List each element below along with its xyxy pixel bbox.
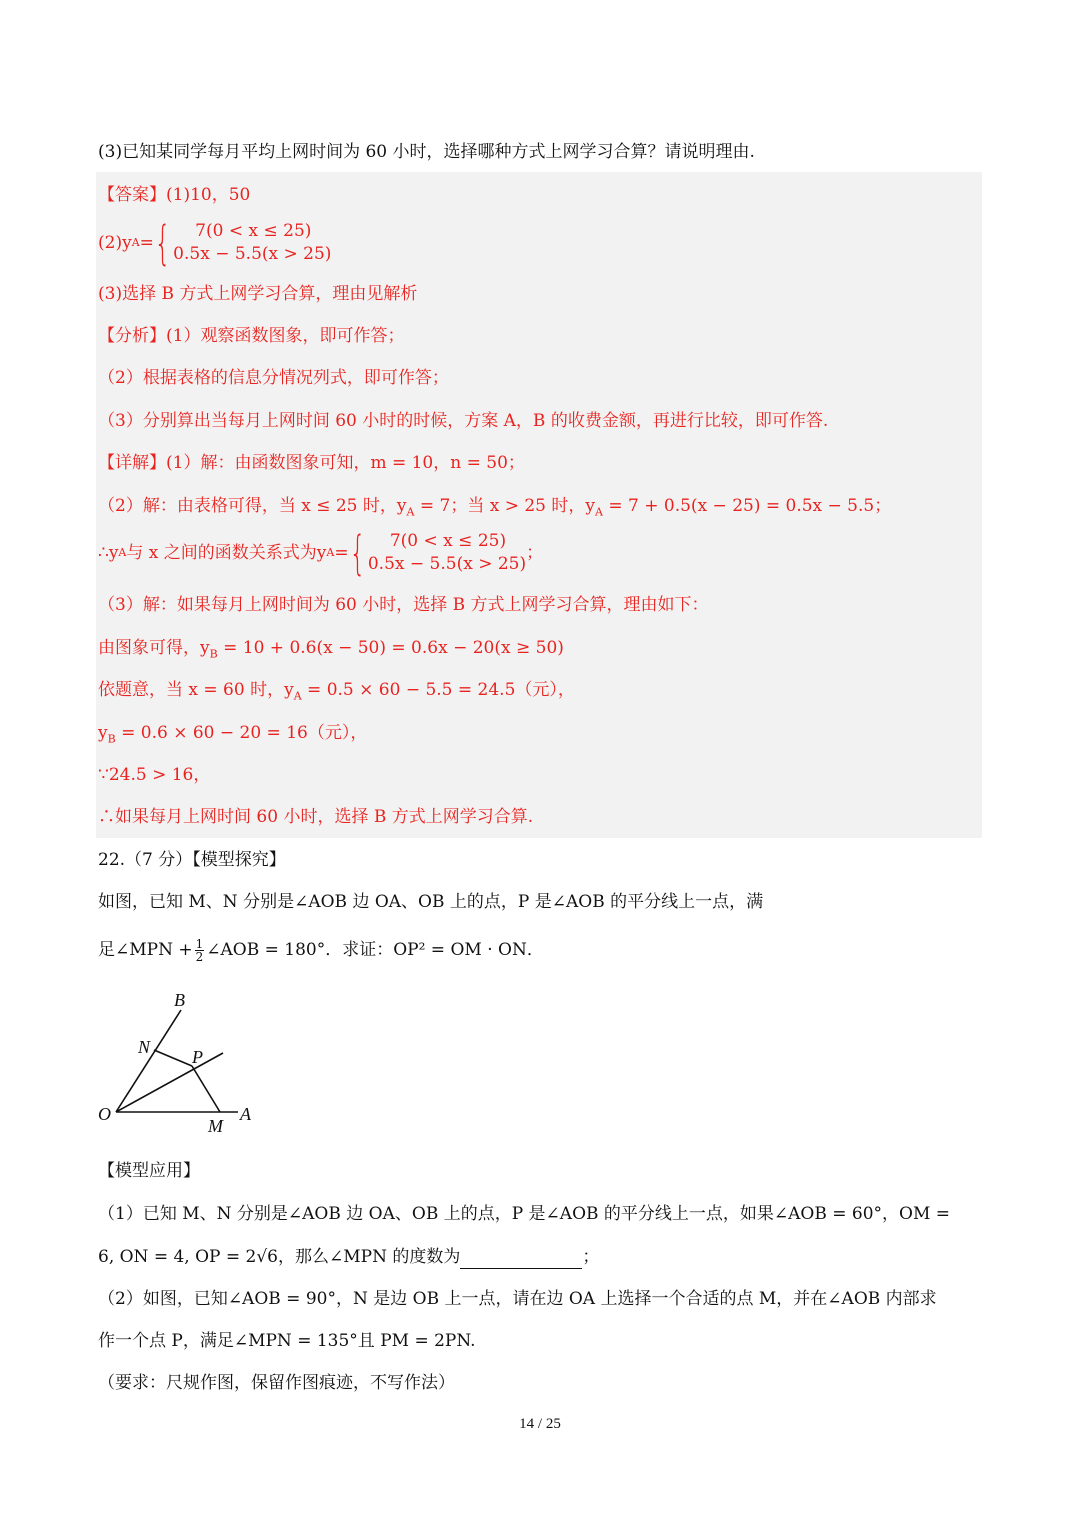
app1-line2-a: 6, ON = 4, OP = 2√6，那么∠MPN 的度数为 [98, 1247, 461, 1267]
angle-aob-diagram [96, 990, 266, 1140]
label-n: N [138, 1037, 151, 1057]
answer-line3: (3)选择 B 方式上网学习合算，理由见解析 [98, 284, 418, 304]
detail-line8: ∵24.5 > 16， [98, 765, 211, 785]
q22-header: 22.（7 分）【模型探究】 [98, 850, 286, 870]
analysis-line1: 【分析】(1）观察函数图象，即可作答； [98, 326, 405, 346]
detail-line1: 【详解】(1）解：由函数图象可知，m = 10，n = 50； [98, 453, 525, 473]
question-part3: (3)已知某同学每月平均上网时间为 60 小时，选择哪种方式上网学习合算？请说明理由. [98, 142, 755, 162]
fraction-half [195, 938, 205, 963]
detail-line3-eq: = [334, 543, 349, 563]
analysis-line2: （2）根据表格的信息分情况列式，即可作答； [98, 368, 449, 388]
detail-line7-sub: B [107, 732, 116, 746]
detail-line2-sub: A [406, 505, 415, 519]
case-2: 0.5x − 5.5(x > 25) [173, 244, 332, 264]
detail-line2-c: = 7 + 0.5(x − 25) = 0.5x − 5.5； [602, 496, 892, 516]
detail-line3-mid: 与 x 之间的函数关系式为y [126, 543, 327, 563]
left-brace: { [154, 216, 171, 270]
detail-line5-b: = 10 + 0.6(x − 50) = 0.6x − 20(x ≥ 50) [217, 638, 564, 658]
segment-np [154, 1050, 192, 1066]
detail-line7-b: = 0.6 × 60 − 20 = 16（元）， [115, 723, 368, 743]
detail-line6-b: = 0.5 × 60 − 5.5 = 24.5（元）， [301, 680, 575, 700]
q22-text2 [98, 934, 982, 966]
detail-line5-a: 由图象可得，y [98, 638, 210, 658]
app1-line2-b: ； [582, 1247, 600, 1267]
detail-line4: （3）解：如果每月上网时间为 60 小时，选择 B 方式上网学习合算，理由如下： [98, 595, 709, 615]
label-a: A [240, 1104, 251, 1124]
page-number: 14 / 25 [519, 1416, 561, 1432]
q22-text2-a: 足∠MPN + [98, 940, 193, 960]
detail-case-2: 0.5x − 5.5(x > 25) [367, 554, 527, 574]
detail-line6 [98, 678, 982, 708]
analysis-line3: （3）分别算出当每月上网时间 60 小时的时候，方案 A，B 的收费金额，再进行比较，即可作答. [98, 411, 829, 431]
q22-text2-b: ∠AOB = 180°．求证：OP² = OM · ON． [206, 940, 544, 960]
answer-line1: 【答案】(1)10，50 [98, 185, 251, 205]
detail-line3-end: ； [526, 543, 544, 563]
app2-line2: 作一个点 P，满足∠MPN = 135°且 PM = 2PN. [98, 1331, 476, 1351]
case-1: 7(0 < x ≤ 25) [195, 221, 312, 241]
left-brace-2: { [349, 526, 366, 580]
app2-line3: （要求：尺规作图，保留作图痕迹，不写作法） [98, 1373, 455, 1393]
detail-line7 [98, 721, 982, 751]
segment-pm [192, 1066, 220, 1112]
detail-line9: ∴如果每月上网时间 60 小时，选择 B 方式上网学习合算. [98, 807, 534, 827]
detail-line5-sub: B [209, 647, 218, 661]
label-p: P [192, 1047, 203, 1067]
detail-line5 [98, 636, 982, 666]
app1-line2 [98, 1245, 982, 1269]
fraction-denominator: 2 [195, 949, 204, 964]
answer-line2-prefix: (2)y [98, 233, 132, 253]
answer-line2-eq: = [139, 233, 154, 253]
q22-text1: 如图，已知 M、N 分别是∠AOB 边 OA、OB 上的点，P 是∠AOB 的平分线上一点，满 [98, 892, 764, 912]
detail-line2-b: = 7；当 x > 25 时，y [414, 496, 596, 516]
detail-line6-sub: A [293, 689, 302, 703]
label-m: M [208, 1116, 223, 1136]
angle-bisector [116, 1053, 223, 1112]
fraction-numerator: 1 [195, 936, 204, 951]
detail-line3-prefix: ∴y [98, 543, 119, 563]
detail-case-1: 7(0 < x ≤ 25) [389, 531, 507, 551]
detail-line2-sub2: A [595, 505, 603, 519]
detail-line3 [98, 526, 982, 580]
label-b: B [174, 990, 185, 1010]
detail-line6-a: 依题意，当 x = 60 时，y [98, 680, 294, 700]
detail-line7-a: y [98, 723, 108, 743]
detail-line2 [98, 494, 982, 524]
label-o: O [98, 1104, 111, 1124]
app1-line1: （1）已知 M、N 分别是∠AOB 边 OA、OB 上的点，P 是∠AOB 的平分线上一点，如果∠AOB = 60°，OM = [98, 1204, 951, 1224]
apply-header: 【模型应用】 [98, 1161, 200, 1181]
app2-line1: （2）如图，已知∠AOB = 90°，N 是边 OB 上一点，请在边 OA 上选择一个合适的点 M，并在∠AOB 内部求 [98, 1289, 937, 1309]
answer-line2-sub: A [131, 236, 140, 249]
piecewise-cases [173, 220, 331, 266]
geometry-figure [96, 990, 266, 1140]
piecewise-cases-2 [368, 530, 526, 576]
detail-line2-a: （2）解：由表格可得，当 x ≤ 25 时，y [98, 496, 407, 516]
ray-ob [116, 1010, 181, 1112]
detail-line3-sub2: A [326, 546, 335, 559]
detail-line3-sub: A [118, 546, 127, 559]
answer-blank[interactable] [460, 1250, 582, 1269]
answer-line2 [98, 216, 982, 270]
